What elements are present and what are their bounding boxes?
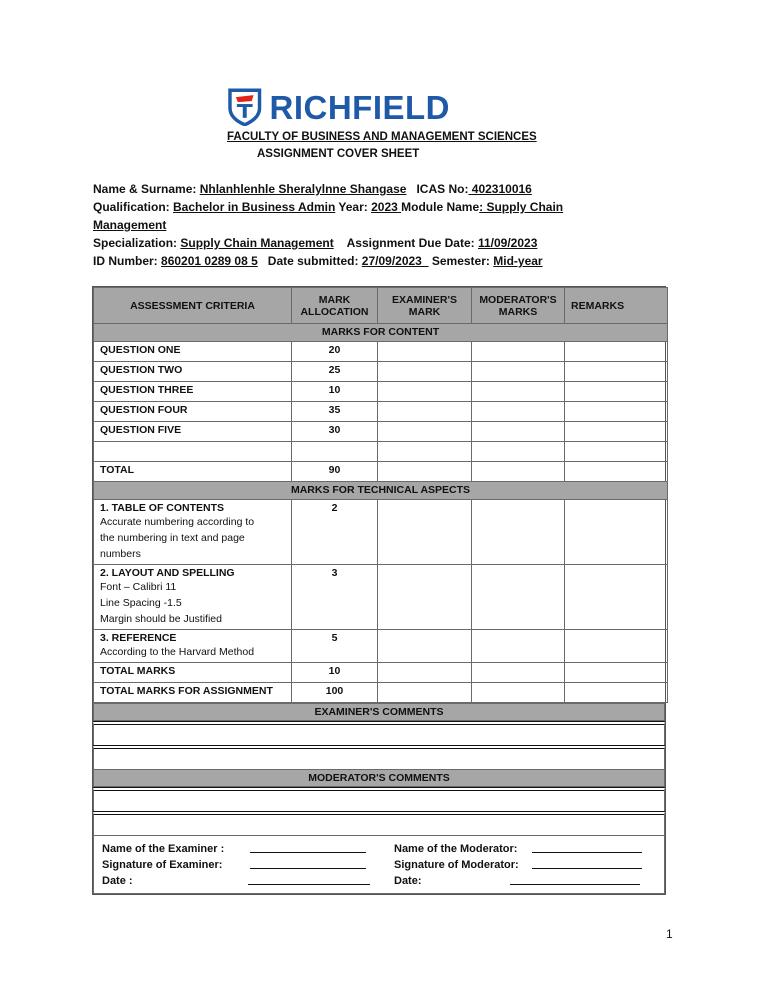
module-value: : Supply Chain bbox=[479, 200, 564, 214]
table-row bbox=[94, 362, 668, 382]
moderator-signature-row bbox=[394, 857, 658, 873]
criteria-cell: QUESTION ONE bbox=[94, 342, 292, 362]
section-content bbox=[94, 324, 668, 342]
section-technical bbox=[94, 482, 668, 500]
remarks-cell[interactable] bbox=[565, 462, 668, 482]
remarks-cell[interactable] bbox=[565, 442, 668, 462]
examiner-signature-row bbox=[102, 857, 380, 873]
specialization-line bbox=[93, 234, 593, 252]
examiner-name-field[interactable] bbox=[250, 841, 366, 853]
examiner-mark-cell[interactable] bbox=[378, 630, 472, 663]
moderator-signature-label: Signature of Moderator: bbox=[394, 859, 519, 871]
moderator-mark-cell[interactable] bbox=[472, 402, 565, 422]
moderator-mark-cell[interactable] bbox=[472, 663, 565, 683]
examiner-mark-cell[interactable] bbox=[378, 683, 472, 703]
qualification-label: Qualification: bbox=[93, 200, 174, 214]
remarks-cell[interactable] bbox=[565, 683, 668, 703]
moderator-mark-cell[interactable] bbox=[472, 630, 565, 663]
mark-cell: 30 bbox=[292, 422, 378, 442]
mark-cell: 2 bbox=[292, 500, 378, 565]
moderator-date-field[interactable] bbox=[510, 873, 640, 885]
moderator-mark-cell[interactable] bbox=[472, 342, 565, 362]
moderator-name-label: Name of the Moderator: bbox=[394, 843, 518, 855]
criteria-desc: numbers bbox=[100, 548, 141, 560]
criteria-cell bbox=[94, 630, 292, 663]
year-value: 2023 bbox=[371, 200, 402, 214]
criteria-cell: TOTAL MARKS bbox=[94, 663, 292, 683]
criteria-desc: Margin should be Justified bbox=[100, 613, 222, 625]
criteria-desc: Font – Calibri 11 bbox=[100, 581, 177, 593]
table-row bbox=[94, 565, 668, 630]
remarks-cell[interactable] bbox=[565, 422, 668, 442]
page-number: 1 bbox=[666, 927, 673, 941]
table-row bbox=[94, 342, 668, 362]
moderator-mark-cell[interactable] bbox=[472, 382, 565, 402]
remarks-cell[interactable] bbox=[565, 362, 668, 382]
qualification-value: Bachelor in Business Admin bbox=[173, 200, 336, 214]
semester-value: Mid-year bbox=[493, 254, 543, 268]
criteria-cell bbox=[94, 565, 292, 630]
examiner-signature-label: Signature of Examiner: bbox=[102, 859, 223, 871]
criteria-title: 1. TABLE OF CONTENTS bbox=[100, 502, 225, 514]
col-header-mark-allocation: MARK ALLOCATION bbox=[292, 288, 378, 324]
page-title: ASSIGNMENT COVER SHEET bbox=[257, 148, 420, 160]
moderator-name-row bbox=[394, 841, 658, 857]
name-value: Nhlanhlenhle Sheralylnne Shangase bbox=[199, 182, 407, 196]
icas-label: ICAS No: bbox=[406, 182, 469, 196]
signature-block bbox=[93, 835, 665, 894]
moderator-mark-cell[interactable] bbox=[472, 565, 565, 630]
examiner-name-label: Name of the Examiner : bbox=[102, 843, 225, 855]
examiner-comment-line[interactable] bbox=[93, 745, 665, 769]
name-label: Name & Surname: bbox=[93, 182, 200, 196]
criteria-cell: TOTAL MARKS FOR ASSIGNMENT bbox=[94, 683, 292, 703]
criteria-cell: QUESTION TWO bbox=[94, 362, 292, 382]
richfield-logo bbox=[228, 86, 450, 128]
due-date-value: 11/09/2023 bbox=[477, 236, 538, 250]
module-line-cont bbox=[93, 216, 593, 234]
examiner-mark-cell[interactable] bbox=[378, 422, 472, 442]
mark-cell: 100 bbox=[292, 683, 378, 703]
mark-cell: 3 bbox=[292, 565, 378, 630]
shield-torch-icon bbox=[228, 88, 262, 126]
faculty-heading: FACULTY OF BUSINESS AND MANAGEMENT SCIENCES bbox=[227, 131, 537, 143]
id-line bbox=[93, 252, 593, 270]
criteria-cell bbox=[94, 500, 292, 565]
mark-cell: 5 bbox=[292, 630, 378, 663]
table-row-total-assignment bbox=[94, 683, 668, 703]
examiner-mark-cell[interactable] bbox=[378, 500, 472, 565]
moderator-date-label: Date: bbox=[394, 875, 422, 887]
moderator-date-row bbox=[394, 873, 658, 889]
table-row bbox=[94, 402, 668, 422]
criteria-cell: QUESTION FIVE bbox=[94, 422, 292, 442]
moderator-comment-line[interactable] bbox=[93, 811, 665, 835]
table-row-total-marks bbox=[94, 663, 668, 683]
module-value-cont: Management bbox=[93, 218, 167, 232]
table-row bbox=[94, 500, 668, 565]
remarks-cell[interactable] bbox=[565, 630, 668, 663]
examiner-mark-cell[interactable] bbox=[378, 565, 472, 630]
name-line bbox=[93, 180, 593, 198]
semester-label: Semester: bbox=[428, 254, 494, 268]
remarks-cell[interactable] bbox=[565, 382, 668, 402]
examiner-mark-cell[interactable] bbox=[378, 442, 472, 462]
section-title: MARKS FOR TECHNICAL ASPECTS bbox=[94, 482, 668, 500]
mark-cell: 35 bbox=[292, 402, 378, 422]
logo-wordmark: RICHFIELD bbox=[269, 88, 450, 126]
moderator-comment-line[interactable] bbox=[93, 787, 665, 811]
specialization-value: Supply Chain Management bbox=[180, 236, 334, 250]
remarks-cell[interactable] bbox=[565, 402, 668, 422]
mark-cell: 90 bbox=[292, 462, 378, 482]
remarks-cell[interactable] bbox=[565, 500, 668, 565]
moderator-mark-cell[interactable] bbox=[472, 462, 565, 482]
table-row bbox=[94, 422, 668, 442]
criteria-title: 3. REFERENCE bbox=[100, 632, 177, 644]
examiner-mark-cell[interactable] bbox=[378, 402, 472, 422]
criteria-cell: QUESTION THREE bbox=[94, 382, 292, 402]
moderator-mark-cell[interactable] bbox=[472, 442, 565, 462]
remarks-cell[interactable] bbox=[565, 565, 668, 630]
moderator-mark-cell[interactable] bbox=[472, 422, 565, 442]
moderator-signatures bbox=[380, 841, 658, 889]
specialization-label: Specialization: bbox=[93, 236, 181, 250]
table-row bbox=[94, 382, 668, 402]
submitted-label: Date submitted: bbox=[257, 254, 362, 268]
col-header-moderators-marks: MODERATOR'S MARKS bbox=[472, 288, 565, 324]
examiner-comment-line[interactable] bbox=[93, 721, 665, 745]
mark-cell: 10 bbox=[292, 382, 378, 402]
table-header-row bbox=[94, 288, 668, 324]
criteria-desc: the numbering in text and page bbox=[100, 532, 245, 544]
col-header-examiners-mark: EXAMINER'S MARK bbox=[378, 288, 472, 324]
icas-value: 402310016 bbox=[468, 182, 532, 196]
mark-cell: 10 bbox=[292, 663, 378, 683]
assessment-table bbox=[92, 286, 666, 895]
criteria-cell bbox=[94, 442, 292, 462]
year-label: Year: bbox=[335, 200, 372, 214]
moderator-signature-field[interactable] bbox=[532, 857, 642, 869]
moderator-mark-cell[interactable] bbox=[472, 362, 565, 382]
col-header-criteria: ASSESSMENT CRITERIA bbox=[94, 288, 292, 324]
section-title: MARKS FOR CONTENT bbox=[94, 324, 668, 342]
remarks-cell[interactable] bbox=[565, 663, 668, 683]
examiner-date-field[interactable] bbox=[248, 873, 370, 885]
examiner-signature-field[interactable] bbox=[250, 857, 366, 869]
id-value: 860201 0289 08 5 bbox=[161, 254, 258, 268]
criteria-cell: TOTAL bbox=[94, 462, 292, 482]
due-date-label: Assignment Due Date: bbox=[333, 236, 478, 250]
id-label: ID Number: bbox=[93, 254, 162, 268]
examiner-date-label: Date : bbox=[102, 875, 133, 887]
examiner-name-row bbox=[102, 841, 380, 857]
student-info bbox=[93, 180, 593, 270]
table-row-total bbox=[94, 462, 668, 482]
col-header-remarks: REMARKS bbox=[565, 288, 668, 324]
examiner-date-row bbox=[102, 873, 380, 889]
remarks-cell[interactable] bbox=[565, 342, 668, 362]
mark-cell: 25 bbox=[292, 362, 378, 382]
criteria-cell: QUESTION FOUR bbox=[94, 402, 292, 422]
examiner-mark-cell[interactable] bbox=[378, 382, 472, 402]
examiner-mark-cell[interactable] bbox=[378, 362, 472, 382]
examiner-mark-cell[interactable] bbox=[378, 342, 472, 362]
moderator-comments-heading: MODERATOR'S COMMENTS bbox=[93, 769, 665, 787]
table-row bbox=[94, 630, 668, 663]
criteria-desc: Line Spacing -1.5 bbox=[100, 597, 182, 609]
moderator-name-field[interactable] bbox=[532, 841, 642, 853]
table-row-empty bbox=[94, 442, 668, 462]
mark-cell: 20 bbox=[292, 342, 378, 362]
criteria-desc: Accurate numbering according to bbox=[100, 516, 255, 528]
examiner-mark-cell[interactable] bbox=[378, 663, 472, 683]
examiner-comments-heading: EXAMINER'S COMMENTS bbox=[93, 703, 665, 721]
criteria-desc: According to the Harvard Method bbox=[100, 646, 255, 658]
moderator-mark-cell[interactable] bbox=[472, 500, 565, 565]
examiner-mark-cell[interactable] bbox=[378, 462, 472, 482]
criteria-title: 2. LAYOUT AND SPELLING bbox=[100, 567, 235, 579]
examiner-signatures bbox=[102, 841, 380, 889]
qualification-line bbox=[93, 198, 593, 216]
mark-cell bbox=[292, 442, 378, 462]
submitted-value: 27/09/2023_ bbox=[361, 254, 429, 268]
module-label: Module Name bbox=[401, 200, 480, 214]
moderator-mark-cell[interactable] bbox=[472, 683, 565, 703]
